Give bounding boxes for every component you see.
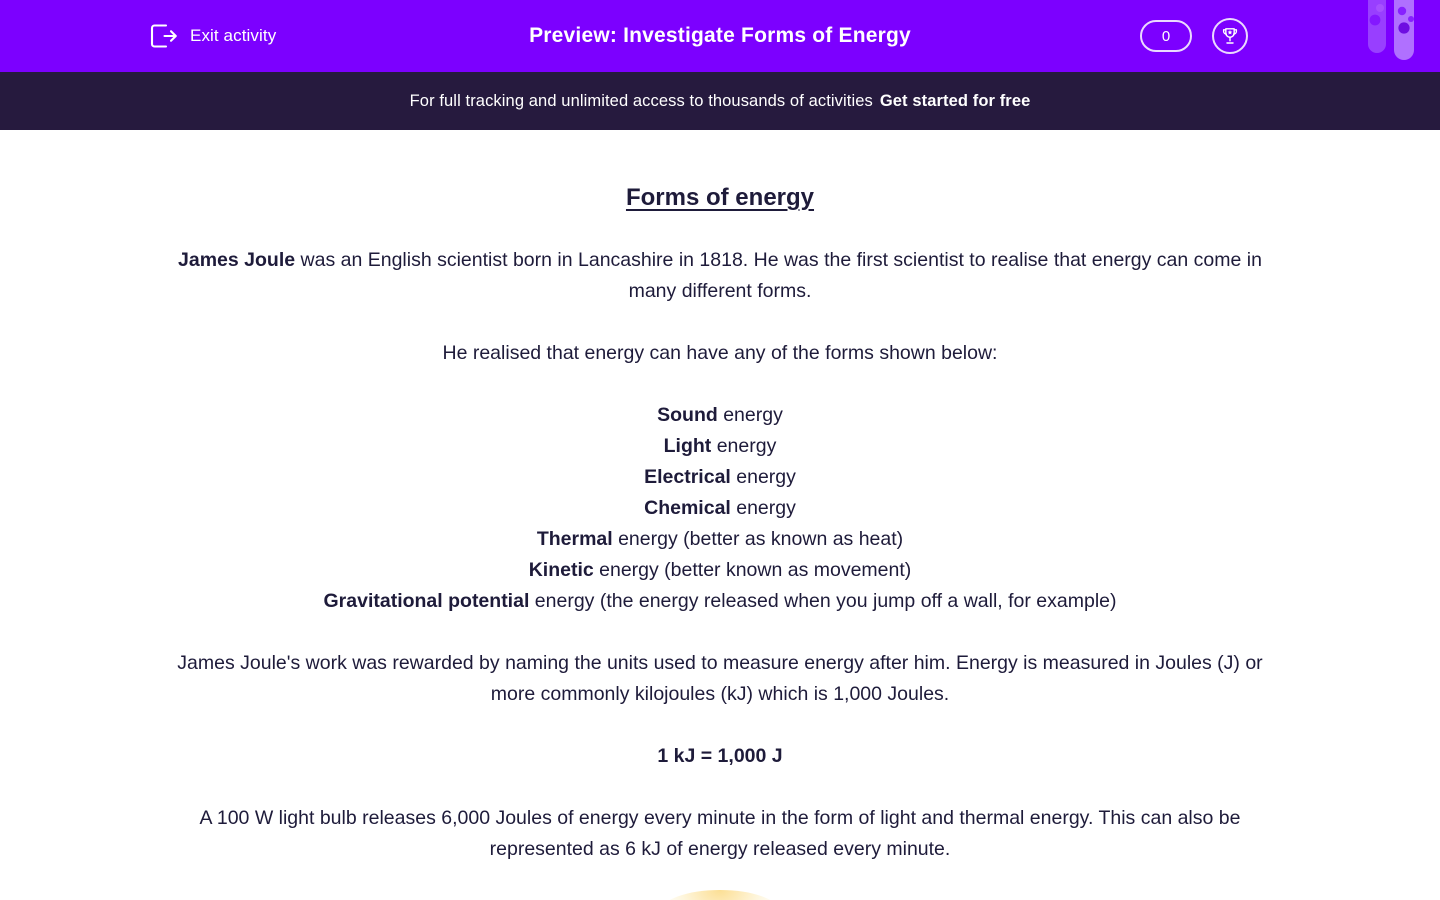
spacer <box>96 214 1344 245</box>
form-rest: energy (the energy released when you jump off a wall, for example) <box>529 590 1117 613</box>
form-rest: energy <box>717 404 783 427</box>
list-item <box>96 586 1344 617</box>
promo-banner-text: For full tracking and unlimited access to thousands of activities <box>409 91 873 110</box>
score-badge[interactable] <box>1140 20 1192 52</box>
form-name: Chemical <box>644 497 731 520</box>
exit-arrow-icon <box>148 22 178 50</box>
spacer <box>96 307 1344 338</box>
form-name: Thermal <box>536 528 613 551</box>
list-item <box>96 524 1344 555</box>
activity-heading: Forms of energy <box>625 184 815 211</box>
list-item <box>96 462 1344 493</box>
page-title: Preview: Investigate Forms of Energy <box>529 24 911 47</box>
form-name: Light <box>663 435 712 458</box>
list-item <box>96 400 1344 431</box>
lead-in-paragraph: He realised that energy can have any of the forms shown below: <box>442 342 998 365</box>
light-bulb-image <box>660 890 780 900</box>
get-started-link[interactable]: Get started for free <box>879 91 1031 110</box>
energy-forms-list <box>96 400 1344 617</box>
activity-content <box>0 130 1440 900</box>
form-rest: energy <box>730 497 796 520</box>
form-rest: energy <box>730 466 796 489</box>
units-paragraph: James Joule's work was rewarded by naming the units used to measure energy after him. Energy is measured in Joules (J) or more commonly kilojoules (kJ) which is 1,000 Joules. <box>177 652 1263 706</box>
spacer <box>96 772 1344 803</box>
intro-rest-text: was an English scientist born in Lancashire in 1818. He was the first scientist to realise that energy can come in many different forms. <box>295 249 1262 303</box>
form-name: Kinetic <box>528 559 594 582</box>
form-rest: energy <box>711 435 777 458</box>
form-name: Electrical <box>644 466 731 489</box>
trophy-button[interactable] <box>1212 18 1248 54</box>
promo-banner <box>0 72 1440 130</box>
intro-bold-name: James Joule <box>178 249 296 272</box>
example-paragraph: A 100 W light bulb releases 6,000 Joules of energy every minute in the form of light and thermal energy. This can also be represented as 6 kJ of energy released every minute. <box>199 807 1241 861</box>
list-item <box>96 555 1344 586</box>
spacer <box>96 617 1344 648</box>
list-item <box>96 431 1344 462</box>
form-rest: energy (better as known as heat) <box>612 528 904 551</box>
spacer <box>96 369 1344 400</box>
form-rest: energy (better known as movement) <box>593 559 912 582</box>
test-tubes-icon <box>1360 0 1424 72</box>
form-name: Gravitational potential <box>323 590 530 613</box>
top-bar <box>0 0 1440 72</box>
intro-paragraph <box>156 245 1284 307</box>
trophy-icon <box>1220 26 1240 46</box>
kilojoule-equation: 1 kJ = 1,000 J <box>657 745 783 768</box>
form-name: Sound <box>657 404 718 427</box>
top-bar-actions <box>1140 18 1248 54</box>
exit-activity-button[interactable] <box>148 22 276 50</box>
exit-activity-label: Exit activity <box>190 26 277 45</box>
spacer <box>96 710 1344 741</box>
score-value: 0 <box>1161 27 1171 45</box>
list-item <box>96 493 1344 524</box>
